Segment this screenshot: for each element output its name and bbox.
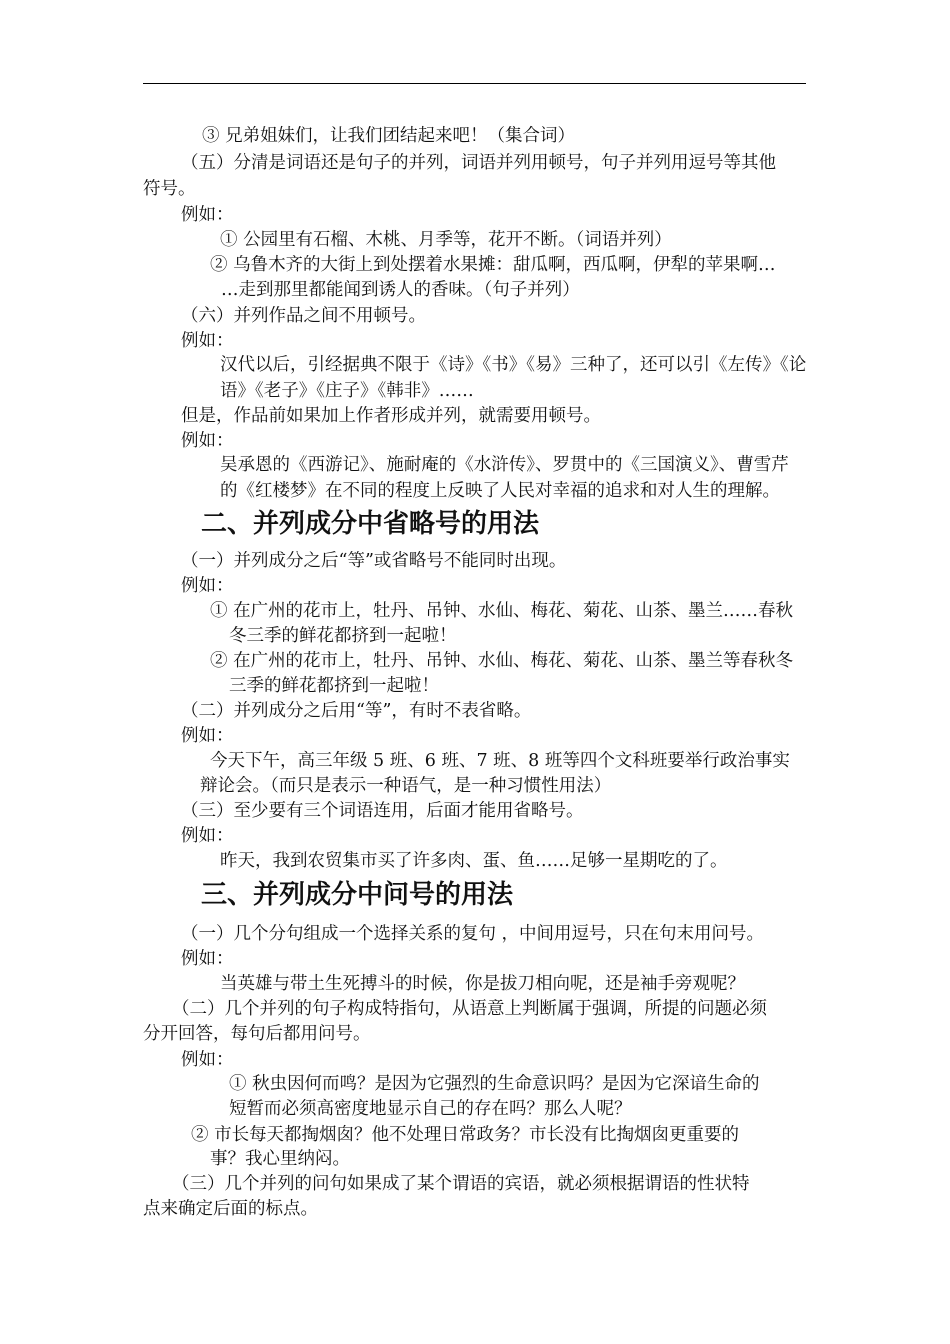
text-line: 语》《老子》《庄子》《韩非》…… <box>220 381 474 401</box>
text-line: 的《红楼梦》在不同的程度上反映了人民对幸福的追求和对人生的理解。 <box>220 481 780 501</box>
text-line: （五）分清是词语还是句子的并列，词语并列用顿号，句子并列用逗号等其他 <box>181 153 776 173</box>
text-line: （三）至少要有三个词语连用，后面才能用省略号。 <box>181 801 584 821</box>
text-line: ② 乌鲁木齐的大街上到处摆着水果摊：甜瓜啊，西瓜啊，伊犁的苹果啊… <box>210 255 776 275</box>
header-rule <box>143 83 806 84</box>
text-line: 当英雄与带土生死搏斗的时候，你是拔刀相向呢，还是袖手旁观呢？ <box>220 974 745 994</box>
text-line: 短暂而必须高密度地显示自己的存在吗？那么人呢？ <box>229 1099 632 1119</box>
text-line: （二）并列成分之后用“等”，有时不表省略。 <box>181 701 532 721</box>
text-line: 例如： <box>181 949 234 969</box>
text-line: （六）并列作品之间不用顿号。 <box>181 306 426 326</box>
text-line: 例如： <box>181 826 234 846</box>
text-line: 事？我心里纳闷。 <box>210 1149 350 1169</box>
text-line: 点来确定后面的标点。 <box>143 1199 318 1219</box>
text-line: 冬三季的鲜花都挤到一起啦！ <box>229 626 457 646</box>
text-line: …走到那里都能闻到诱人的香味。（句子并列） <box>221 280 580 300</box>
text-line: 汉代以后，引经据典不限于《诗》《书》《易》三种了，还可以引《左传》《论 <box>220 355 807 375</box>
text-line: 辩论会。（而只是表示一种语气，是一种习惯性用法） <box>200 776 612 796</box>
text-line: ③ 兄弟姐妹们，让我们团结起来吧！（集合词） <box>202 126 576 146</box>
text-line: ① 秋虫因何而鸣？是因为它强烈的生命意识吗？是因为它深谙生命的 <box>229 1074 760 1094</box>
text-line: ② 市长每天都掏烟囱？他不处理日常政务？市长没有比掏烟囱更重要的 <box>191 1125 740 1145</box>
text-line: 吴承恩的《西游记》、施耐庵的《水浒传》、罗贯中的《三国演义》、曹雪芹 <box>220 455 789 475</box>
text-line: 昨天，我到农贸集市买了许多肉、蛋、鱼……足够一星期吃的了。 <box>220 851 728 871</box>
section-heading: 二、并列成分中省略号的用法 <box>201 509 540 539</box>
text-line: 但是，作品前如果加上作者形成并列，就需要用顿号。 <box>181 406 601 426</box>
text-line: 例如： <box>181 576 234 596</box>
text-line: ② 在广州的花市上，牡丹、吊钟、水仙、梅花、菊花、山茶、墨兰等春秋冬 <box>210 651 794 671</box>
text-line: ① 在广州的花市上，牡丹、吊钟、水仙、梅花、菊花、山茶、墨兰……春秋 <box>210 601 794 621</box>
text-line: （三）几个并列的问句如果成了某个谓语的宾语，就必须根据谓语的性状特 <box>172 1174 750 1194</box>
text-line: 例如： <box>181 1050 234 1070</box>
text-line: 例如： <box>181 331 234 351</box>
text-line: 分开回答，每句后都用问号。 <box>143 1024 371 1044</box>
text-line: 符号。 <box>143 179 196 199</box>
text-line: 今天下午，高三年级 5 班、6 班、7 班、8 班等四个文科班要举行政治事实 <box>210 751 790 771</box>
text-line: 例如： <box>181 205 234 225</box>
text-line: 三季的鲜花都挤到一起啦！ <box>229 676 439 696</box>
text-line: 例如： <box>181 431 234 451</box>
section-heading: 三、并列成分中问号的用法 <box>201 880 514 910</box>
text-line: （二）几个并列的句子构成特指句，从语意上判断属于强调，所提的问题必须 <box>172 999 767 1019</box>
text-line: 例如： <box>181 726 234 746</box>
text-line: （一）并列成分之后“等”或省略号不能同时出现。 <box>181 551 567 571</box>
text-line: （一）几个分句组成一个选择关系的复句 ，中间用逗号，只在句末用问号。 <box>181 924 765 944</box>
text-line: ① 公园里有石榴、木桃、月季等，花开不断。（词语并列） <box>220 230 672 250</box>
